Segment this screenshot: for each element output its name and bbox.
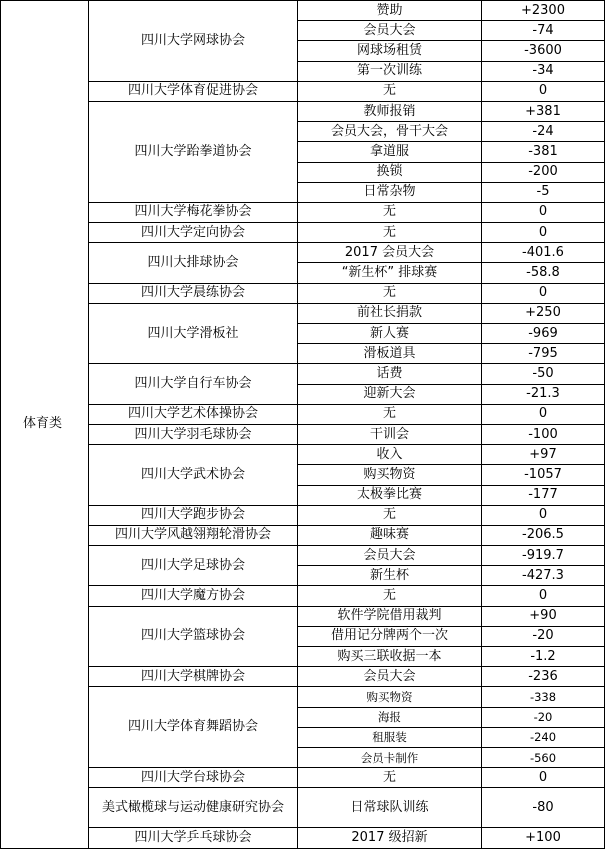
amount-cell: 0 [482, 283, 605, 303]
amount-cell: 0 [482, 404, 605, 424]
item-cell: 借用记分牌两个一次 [298, 626, 482, 646]
table-row [1, 667, 605, 687]
table-row [1, 202, 605, 222]
amount-cell: -34 [482, 61, 605, 81]
table-row [1, 546, 605, 566]
table-row [1, 586, 605, 606]
club-name-cell: 四川大学网球协会 [89, 1, 298, 82]
table-row [1, 364, 605, 384]
amount-cell: -200 [482, 162, 605, 182]
club-name-cell: 四川大学足球协会 [89, 546, 298, 586]
item-cell: 话费 [298, 364, 482, 384]
amount-cell: 0 [482, 768, 605, 788]
category-cell: 体育类 [1, 1, 89, 849]
club-name-cell: 四川大学棋牌协会 [89, 667, 298, 687]
table-row [1, 687, 605, 707]
amount-cell: -74 [482, 21, 605, 41]
item-cell: 日常杂物 [298, 182, 482, 202]
amount-cell: -20 [482, 707, 605, 727]
item-cell: 无 [298, 586, 482, 606]
item-cell: 2017 级招新 [298, 828, 482, 848]
amount-cell: -1.2 [482, 647, 605, 667]
amount-cell: -100 [482, 424, 605, 444]
item-cell: 购买三联收据一本 [298, 647, 482, 667]
item-cell: 网球场租赁 [298, 41, 482, 61]
item-cell: 会员大会，骨干大会 [298, 122, 482, 142]
club-name-cell: 四川大学定向协会 [89, 223, 298, 243]
amount-cell: -919.7 [482, 546, 605, 566]
amount-cell: -206.5 [482, 525, 605, 545]
amount-cell: -50 [482, 364, 605, 384]
item-cell: 2017 会员大会 [298, 243, 482, 263]
table-row [1, 788, 605, 828]
item-cell: 收入 [298, 445, 482, 465]
item-cell: 新生杯 [298, 566, 482, 586]
table-row [1, 303, 605, 323]
amount-cell: -795 [482, 344, 605, 364]
amount-cell: -5 [482, 182, 605, 202]
club-name-cell: 四川大学跆拳道协会 [89, 101, 298, 202]
table-row [1, 283, 605, 303]
amount-cell: -80 [482, 788, 605, 828]
table-row [1, 404, 605, 424]
amount-cell: 0 [482, 223, 605, 243]
item-cell: 无 [298, 404, 482, 424]
table-row [1, 525, 605, 545]
item-cell: 迎新大会 [298, 384, 482, 404]
item-cell: 海报 [298, 707, 482, 727]
club-name-cell: 四川大学台球协会 [89, 768, 298, 788]
item-cell: 软件学院借用裁判 [298, 606, 482, 626]
club-name-cell: 四川大学篮球协会 [89, 606, 298, 667]
amount-cell: +381 [482, 101, 605, 121]
item-cell: “新生杯” 排球赛 [298, 263, 482, 283]
item-cell: 滑板道具 [298, 344, 482, 364]
amount-cell: -969 [482, 324, 605, 344]
amount-cell: -560 [482, 747, 605, 767]
table-row [1, 424, 605, 444]
item-cell: 太极拳比赛 [298, 485, 482, 505]
club-name-cell: 四川大学梅花拳协会 [89, 202, 298, 222]
amount-cell: 0 [482, 505, 605, 525]
item-cell: 购买物资 [298, 465, 482, 485]
item-cell: 无 [298, 768, 482, 788]
finance-table-body [1, 1, 605, 849]
item-cell: 日常球队训练 [298, 788, 482, 828]
item-cell: 教师报销 [298, 101, 482, 121]
amount-cell: -381 [482, 142, 605, 162]
amount-cell: -236 [482, 667, 605, 687]
club-name-cell: 四川大学乒乓球协会 [89, 828, 298, 848]
item-cell: 无 [298, 283, 482, 303]
table-row [1, 1, 605, 21]
item-cell: 拿道服 [298, 142, 482, 162]
amount-cell: -427.3 [482, 566, 605, 586]
amount-cell: -21.3 [482, 384, 605, 404]
club-name-cell: 四川大学风越翎翔轮滑协会 [89, 525, 298, 545]
table-row [1, 223, 605, 243]
table-row [1, 445, 605, 465]
amount-cell: 0 [482, 586, 605, 606]
amount-cell: -58.8 [482, 263, 605, 283]
club-name-cell: 四川大学自行车协会 [89, 364, 298, 404]
item-cell: 前社长捐款 [298, 303, 482, 323]
club-name-cell: 四川大排球协会 [89, 243, 298, 283]
club-name-cell: 四川大学体育舞蹈协会 [89, 687, 298, 768]
item-cell: 第一次训练 [298, 61, 482, 81]
item-cell: 干训会 [298, 424, 482, 444]
amount-cell: -3600 [482, 41, 605, 61]
club-name-cell: 四川大学滑板社 [89, 303, 298, 364]
club-name-cell: 四川大学魔方协会 [89, 586, 298, 606]
table-row [1, 606, 605, 626]
table-row [1, 81, 605, 101]
amount-cell: -401.6 [482, 243, 605, 263]
table-row [1, 243, 605, 263]
table-row [1, 828, 605, 848]
item-cell: 会员大会 [298, 546, 482, 566]
amount-cell: +100 [482, 828, 605, 848]
item-cell: 租服装 [298, 727, 482, 747]
club-name-cell: 四川大学艺术体操协会 [89, 404, 298, 424]
table-row [1, 101, 605, 121]
table-row [1, 768, 605, 788]
item-cell: 换锁 [298, 162, 482, 182]
club-name-cell: 美式橄榄球与运动健康研究协会 [89, 788, 298, 828]
item-cell: 赞助 [298, 1, 482, 21]
amount-cell: 0 [482, 81, 605, 101]
item-cell: 无 [298, 202, 482, 222]
item-cell: 无 [298, 223, 482, 243]
club-name-cell: 四川大学体育促进协会 [89, 81, 298, 101]
item-cell: 会员大会 [298, 667, 482, 687]
amount-cell: 0 [482, 202, 605, 222]
amount-cell: +2300 [482, 1, 605, 21]
item-cell: 会员大会 [298, 21, 482, 41]
amount-cell: +90 [482, 606, 605, 626]
amount-cell: -240 [482, 727, 605, 747]
amount-cell: -20 [482, 626, 605, 646]
club-name-cell: 四川大学跑步协会 [89, 505, 298, 525]
table-row [1, 505, 605, 525]
club-name-cell: 四川大学晨练协会 [89, 283, 298, 303]
amount-cell: -338 [482, 687, 605, 707]
amount-cell: -177 [482, 485, 605, 505]
club-name-cell: 四川大学羽毛球协会 [89, 424, 298, 444]
amount-cell: -24 [482, 122, 605, 142]
item-cell: 会员卡制作 [298, 747, 482, 767]
club-name-cell: 四川大学武术协会 [89, 445, 298, 506]
item-cell: 趣味赛 [298, 525, 482, 545]
item-cell: 无 [298, 505, 482, 525]
item-cell: 购买物资 [298, 687, 482, 707]
item-cell: 新人赛 [298, 324, 482, 344]
amount-cell: +97 [482, 445, 605, 465]
amount-cell: +250 [482, 303, 605, 323]
amount-cell: -1057 [482, 465, 605, 485]
item-cell: 无 [298, 81, 482, 101]
